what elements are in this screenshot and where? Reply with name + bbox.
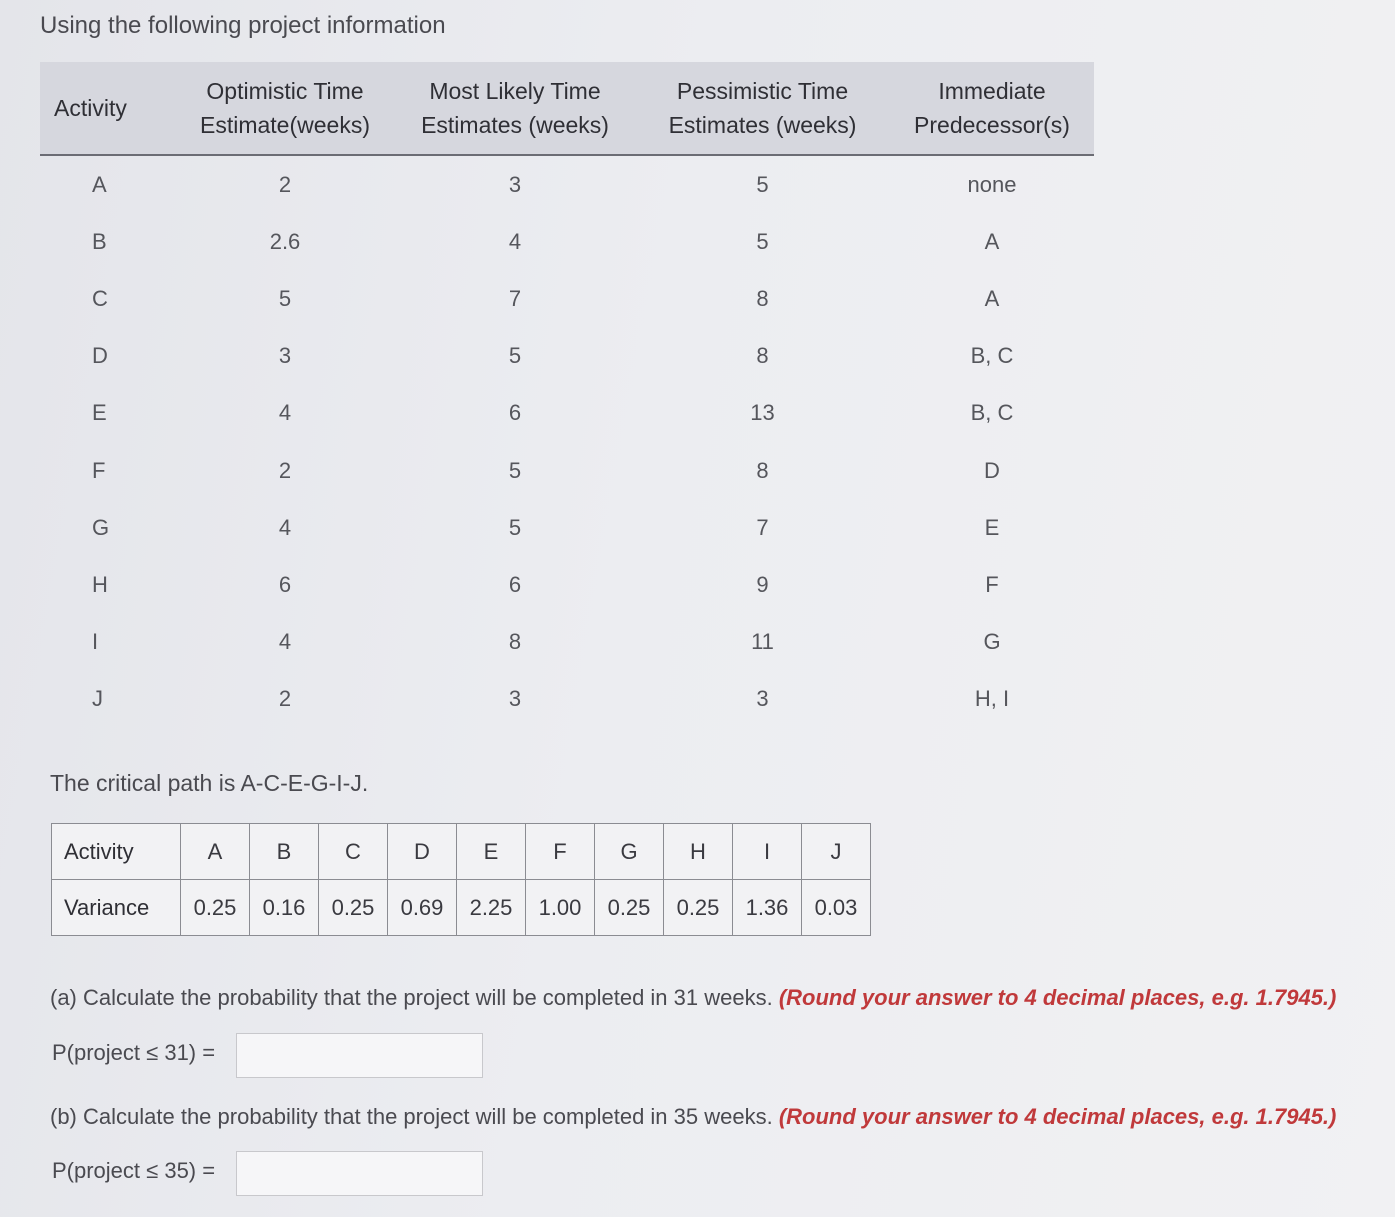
cell-most-likely: 5: [508, 343, 522, 369]
table-row: [40, 614, 1094, 671]
variance-activity-row: [52, 824, 871, 880]
intro-text: Using the following project information: [40, 12, 446, 39]
cell-activity: G: [92, 514, 110, 540]
cell-activity: E: [92, 400, 107, 426]
variance-value-cell: 1.36: [733, 880, 802, 936]
cell-pessimistic: 3: [756, 686, 769, 712]
cell-most-likely: 6: [508, 571, 522, 597]
cell-most-likely: 5: [508, 457, 522, 483]
variance-value-cell: 1.00: [526, 880, 595, 936]
variance-activity-cell: G: [595, 824, 664, 880]
variance-value-cell: 0.25: [181, 880, 250, 936]
cell-predecessor: F: [985, 571, 999, 597]
cell-predecessor: B, C: [970, 400, 1014, 426]
question-b-text: (b) Calculate the probability that the project will be completed in 35 weeks.: [50, 1104, 773, 1129]
header-predecessor-line1: Immediate: [938, 78, 1046, 104]
header-most-likely: [395, 62, 635, 155]
cell-most-likely: 3: [508, 686, 522, 712]
cell-optimistic: 6: [278, 571, 292, 597]
cell-optimistic: 3: [278, 343, 292, 369]
cell-predecessor: B, C: [970, 343, 1014, 369]
answer-a-label: P(project ≤ 31) =: [52, 1040, 216, 1065]
cell-optimistic: 4: [278, 400, 292, 426]
cell-pessimistic: 7: [756, 514, 769, 540]
question-a-note: (Round your answer to 4 decimal places, e.g. 1.7945.): [778, 985, 1337, 1010]
cell-optimistic: 5: [278, 285, 292, 311]
variance-value-cell: 0.25: [319, 880, 388, 936]
header-predecessor: [890, 62, 1094, 155]
project-table-header-row: [40, 62, 1094, 155]
variance-value-cell: 0.69: [388, 880, 457, 936]
cell-optimistic: 2: [278, 171, 292, 197]
cell-most-likely: 5: [508, 514, 522, 540]
cell-activity: C: [92, 285, 108, 311]
variance-value-cell: 0.16: [250, 880, 319, 936]
cell-predecessor: H, I: [974, 686, 1010, 712]
cell-pessimistic: 8: [756, 343, 769, 369]
cell-most-likely: 4: [508, 228, 522, 254]
cell-pessimistic: 5: [756, 171, 769, 197]
variance-activity-cell: H: [664, 824, 733, 880]
header-predecessor-line2: Predecessor(s): [914, 112, 1070, 138]
variance-table: [51, 823, 871, 936]
header-pessimistic-line2: Estimates (weeks): [668, 112, 857, 138]
table-row: [40, 442, 1094, 499]
critical-path-text: The critical path is A-C-E-G-I-J.: [50, 770, 369, 796]
cell-most-likely: 7: [508, 285, 522, 311]
question-a: [50, 985, 1336, 1011]
header-pessimistic: [635, 62, 890, 155]
project-info-table: [40, 62, 1094, 728]
cell-predecessor: G: [983, 629, 1001, 655]
variance-activity-cell: B: [250, 824, 319, 880]
cell-activity: A: [92, 171, 107, 197]
cell-optimistic: 4: [278, 629, 292, 655]
cell-pessimistic: 9: [756, 571, 769, 597]
cell-activity: J: [92, 686, 103, 712]
cell-predecessor: E: [984, 514, 1000, 540]
table-row: [40, 155, 1094, 213]
header-pessimistic-line1: Pessimistic Time: [676, 78, 849, 104]
cell-most-likely: 3: [508, 171, 522, 197]
variance-activity-label: Activity: [52, 824, 181, 880]
header-activity: Activity: [40, 62, 175, 155]
variance-value-cell: 0.03: [802, 880, 871, 936]
variance-activity-cell: E: [457, 824, 526, 880]
cell-optimistic: 2.6: [269, 228, 301, 254]
header-optimistic-line2: Estimate(weeks): [200, 112, 370, 138]
variance-value-row: [52, 880, 871, 936]
variance-activity-cell: A: [181, 824, 250, 880]
answer-b-label: P(project ≤ 35) =: [52, 1158, 216, 1183]
table-row: [40, 385, 1094, 442]
variance-label: Variance: [52, 880, 181, 936]
table-row: [40, 671, 1094, 728]
variance-value-cell: 0.25: [664, 880, 733, 936]
variance-value-cell: 2.25: [457, 880, 526, 936]
table-row: [40, 556, 1094, 613]
cell-pessimistic: 8: [756, 285, 769, 311]
cell-optimistic: 2: [278, 686, 292, 712]
header-most-likely-line1: Most Likely Time: [429, 78, 601, 104]
cell-optimistic: 2: [278, 457, 292, 483]
cell-pessimistic: 8: [756, 457, 769, 483]
variance-activity-cell: J: [802, 824, 871, 880]
question-b: [50, 1104, 1336, 1130]
table-row: [40, 213, 1094, 270]
cell-predecessor: D: [984, 457, 1000, 483]
cell-most-likely: 6: [508, 400, 522, 426]
variance-activity-cell: C: [319, 824, 388, 880]
cell-activity: B: [92, 228, 107, 254]
table-row: [40, 499, 1094, 556]
cell-most-likely: 8: [508, 629, 522, 655]
cell-activity: H: [92, 571, 108, 597]
cell-pessimistic: 5: [756, 228, 769, 254]
header-most-likely-line2: Estimates (weeks): [421, 112, 609, 138]
table-row: [40, 270, 1094, 327]
table-row: [40, 328, 1094, 385]
question-a-text: (a) Calculate the probability that the project will be completed in 31 weeks.: [50, 985, 773, 1010]
variance-activity-cell: F: [526, 824, 595, 880]
header-optimistic-line1: Optimistic Time: [206, 78, 364, 104]
cell-predecessor: none: [967, 171, 1017, 197]
cell-activity: F: [92, 457, 106, 483]
cell-activity: D: [92, 343, 108, 369]
variance-activity-cell: I: [733, 824, 802, 880]
answer-a-input[interactable]: [236, 1033, 483, 1078]
variance-value-cell: 0.25: [595, 880, 664, 936]
variance-activity-cell: D: [388, 824, 457, 880]
cell-activity: I: [92, 629, 99, 655]
cell-predecessor: A: [984, 285, 1000, 311]
header-optimistic: [175, 62, 395, 155]
cell-predecessor: A: [984, 228, 1000, 254]
answer-b-input[interactable]: [236, 1151, 483, 1196]
cell-pessimistic: 13: [750, 400, 775, 426]
cell-pessimistic: 11: [751, 629, 774, 655]
cell-optimistic: 4: [278, 514, 292, 540]
question-b-note: (Round your answer to 4 decimal places, e.g. 1.7945.): [778, 1104, 1337, 1129]
